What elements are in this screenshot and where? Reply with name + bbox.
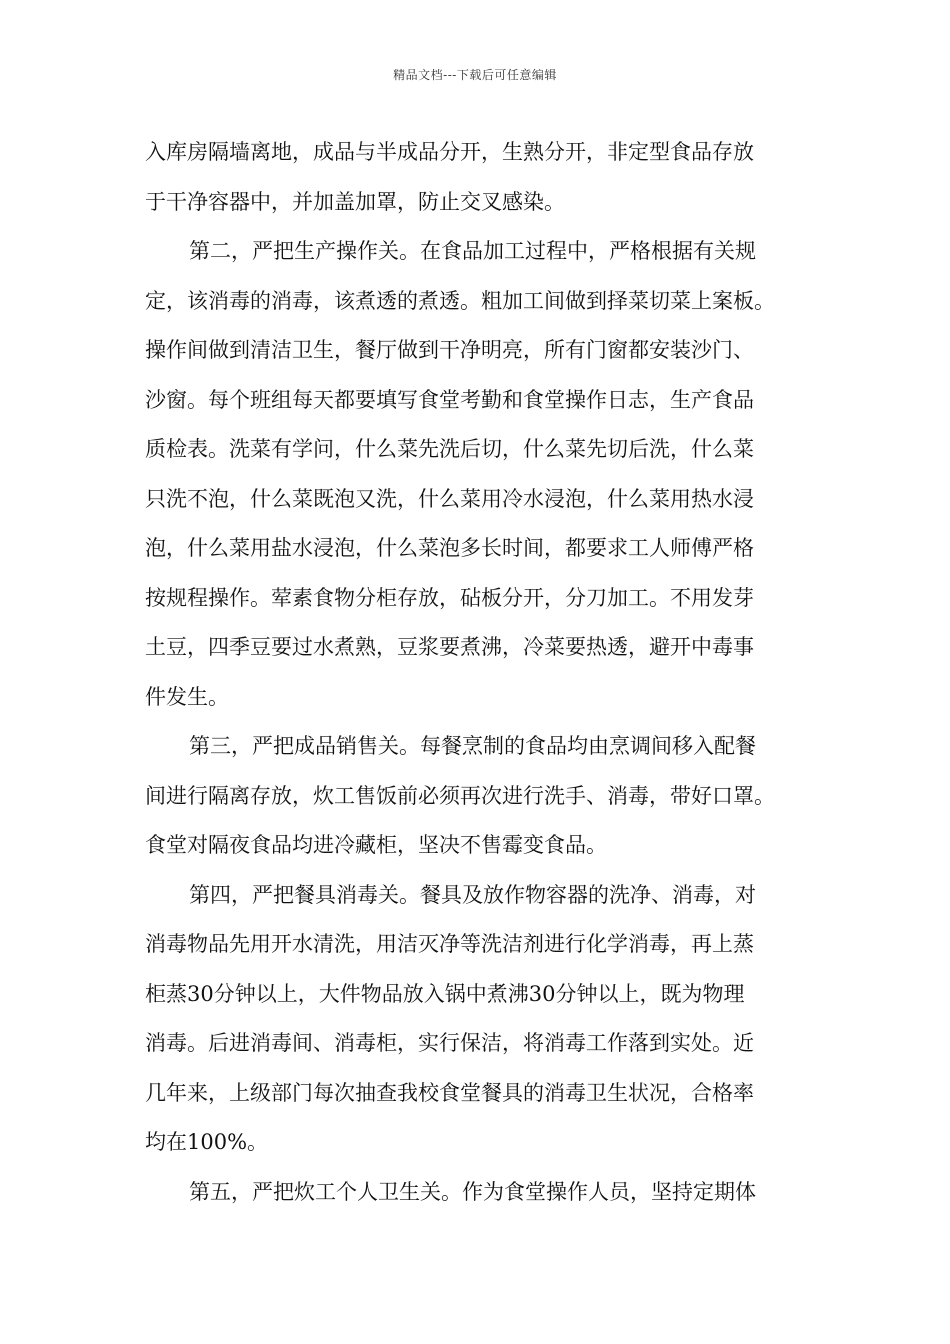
text-line: 土豆，四季豆要过水煮熟，豆浆要煮沸，冷菜要热透，避开中毒事 [145,635,754,659]
text-line: 几年来，上级部门每次抽查我校食堂餐具的消毒卫生状况，合格率 [145,1080,754,1105]
page-header: 精品文档---下载后可任意编辑 [393,68,557,82]
text-line: 间进行隔离存放，炊工售饭前必须再次进行洗手、消毒，带好口罩。 [145,783,775,808]
text-line: 入库房隔墙离地，成品与半成品分开，生熟分开，非定型食品存放 [145,140,754,164]
text-line: 件发生。 [145,684,229,709]
text-line: 操作间做到清洁卫生，餐厅做到干净明亮，所有门窗都安装沙门、 [145,338,754,362]
text-line: 只洗不泡，什么菜既泡又洗，什么菜用冷水浸泡，什么菜用热水浸 [145,486,754,511]
paragraph-start-line: 第五，严把炊工个人卫生关。作为食堂操作人员，坚持定期体 [189,1179,756,1204]
text-line: 定，该消毒的消毒，该煮透的煮透。粗加工间做到择菜切菜上案板。 [145,288,775,313]
text-line: 按规程操作。荤素食物分柜存放，砧板分开，分刀加工。不用发芽 [145,585,754,610]
text-line: 柜蒸30分钟以上，大件物品放入锅中煮沸30分钟以上，既为物理 [145,981,745,1006]
text-line: 均在100%。 [145,1130,269,1154]
text-line: 质检表。洗菜有学问，什么菜先洗后切，什么菜先切后洗，什么菜 [145,437,754,461]
text-line: 消毒物品先用开水清洗，用洁灭净等洗洁剂进行化学消毒，再上蒸 [145,932,754,956]
paragraph-start-line: 第四，严把餐具消毒关。餐具及放作物容器的洗净、消毒，对 [189,882,756,907]
text-line: 沙窗。每个班组每天都要填写食堂考勤和食堂操作日志，生产食品 [145,387,754,412]
paragraph-start-line: 第二，严把生产操作关。在食品加工过程中，严格根据有关规 [189,239,756,263]
paragraph-start-line: 第三，严把成品销售关。每餐烹制的食品均由烹调间移入配餐 [189,734,756,758]
body-text [145,128,810,1217]
text-line: 泡，什么菜用盐水浸泡，什么菜泡多长时间，都要求工人师傅严格 [145,536,754,560]
text-line: 于干净容器中，并加盖加罩，防止交叉感染。 [145,189,565,214]
text-line: 食堂对隔夜食品均进冷藏柜，坚决不售霉变食品。 [145,833,607,857]
text-line: 消毒。后进消毒间、消毒柜，实行保洁，将消毒工作落到实处。近 [145,1031,754,1055]
